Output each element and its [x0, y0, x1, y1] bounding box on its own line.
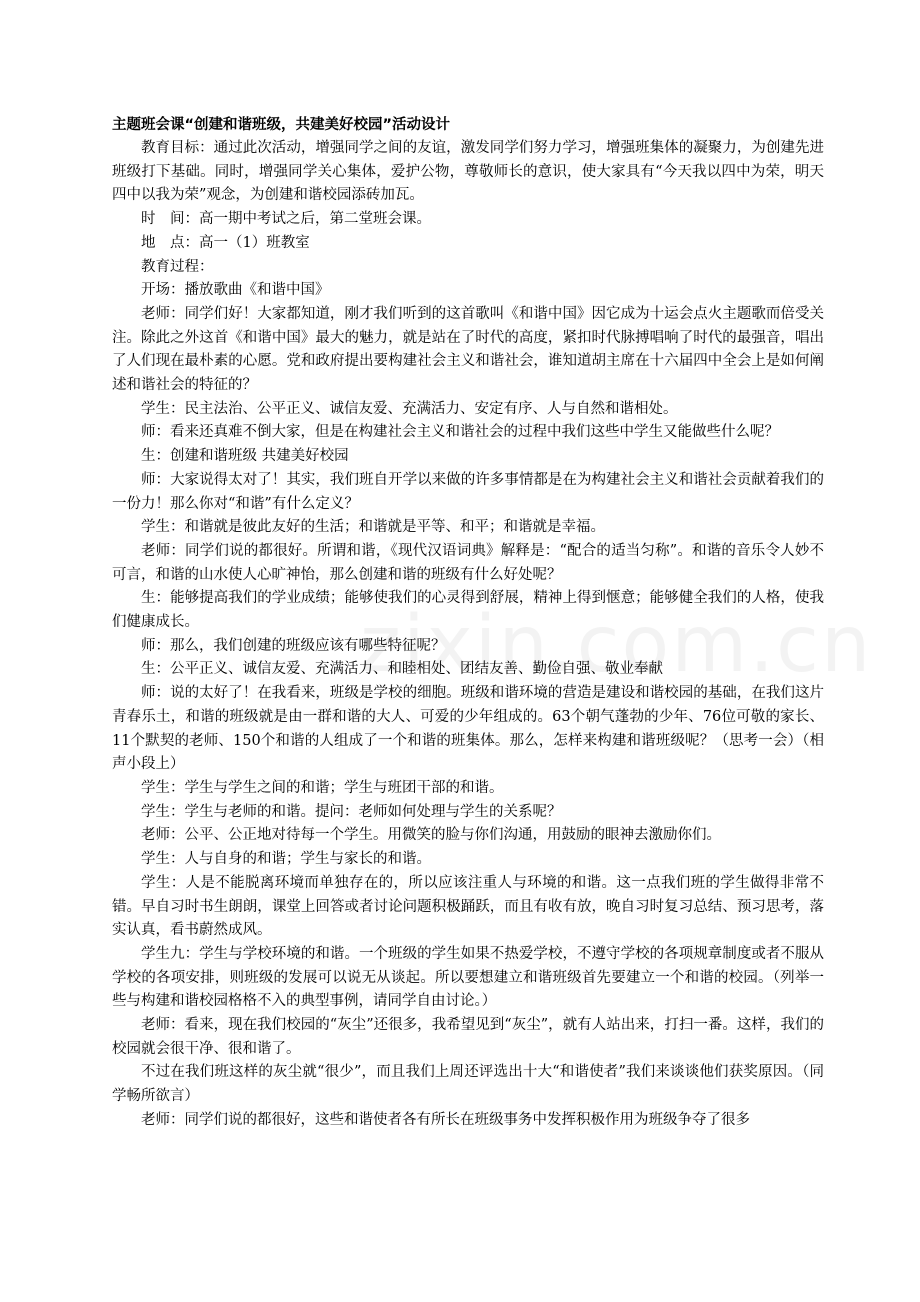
paragraph: 地 点：高一（1）班教室	[141, 234, 310, 251]
paragraph: 学生九：学生与学校环境的和谐。一个班级的学生如果不热爱学校，不遵守学校的各项规章制度或者不服从学校的各项安排，则班级的发展可以说无从谈起。所以要想建立和谐班级首先要建立一个和谐的校园。（列举一些与构建和谐校园格格不入的典型事例，请同学自由讨论。）	[112, 945, 824, 1010]
document-body	[112, 137, 824, 1133]
paragraph: 老师：同学们好！大家都知道，刚才我们听到的这首歌叫《和谐中国》因它成为十运会点火主题歌而倍受关注。除此之外这首《和谐中国》最大的魅力，就是站在了时代的高度，紧扣时代脉搏唱响了时代的最强音，唱出了人们现在最朴素的心愿。党和政府提出要构建社会主义和谐社会，谁知道胡主席在十六届四中全会上是如何阐述和谐社会的特征的？	[112, 305, 824, 394]
paragraph: 学生：人与自身的和谐；学生与家长的和谐。	[141, 851, 431, 868]
paragraph: 学生：学生与学生之间的和谐；学生与班团干部的和谐。	[141, 779, 504, 796]
paragraph: 学生：和谐就是彼此友好的生活；和谐就是平等、和平；和谐就是幸福。	[141, 519, 605, 536]
paragraph: 老师：公平、公正地对待每一个学生。用微笑的脸与你们沟通，用鼓励的眼神去激励你们。	[141, 827, 721, 844]
paragraph: 师：看来还真难不倒大家，但是在构建社会主义和谐社会的过程中我们这些中学生又能做些什么呢？	[141, 424, 779, 441]
paragraph: 时 间：高一期中考试之后，第二堂班会课。	[141, 211, 431, 228]
paragraph: 教育过程：	[141, 258, 214, 275]
paragraph: 生：公平正义、诚信友爱、充满活力、和睦相处、团结友善、勤俭自强、敬业奉献	[141, 661, 663, 678]
paragraph: 师：大家说得太对了！其实，我们班自开学以来做的许多事情都是在为构建社会主义和谐社会贡献着我们的一份力！那么你对“和谐”有什么定义？	[112, 471, 824, 512]
paragraph: 老师：同学们说的都很好，这些和谐使者各有所长在班级事务中发挥积极作用为班级争夺了很多	[141, 1111, 750, 1128]
paragraph: 学生：人是不能脱离环境而单独存在的，所以应该注重人与环境的和谐。这一点我们班的学生做得非常不错。早自习时书生朗朗，课堂上回答或者讨论问题积极踊跃，而且有收有放，晚自习时复习总结、预习思考，落实认真，看书蔚然成风。	[112, 874, 824, 939]
document-title: 主题班会课“创建和谐班级，共建美好校园”活动设计	[112, 117, 451, 133]
paragraph: 生：能够提高我们的学业成绩；能够使我们的心灵得到舒展，精神上得到惬意；能够健全我们的人格，使我们健康成长。	[112, 590, 824, 631]
paragraph: 老师：同学们说的都很好。所谓和谐，《现代汉语词典》解释是：“配合的适当匀称”。和谐的音乐令人妙不可言，和谐的山水使人心旷神怡，那么创建和谐的班级有什么好处呢？	[112, 542, 824, 583]
paragraph: 老师：看来，现在我们校园的“灰尘”还很多，我希望见到“灰尘”，就有人站出来，打扫一番。这样，我们的校园就会很干净、很和谐了。	[112, 1017, 824, 1057]
paragraph: 教育目标：通过此次活动，增强同学之间的友谊，激发同学们努力学习，增强班集体的凝聚力，为创建先进班级打下基础。同时，增强同学关心集体，爱护公物，尊敬师长的意识，使大家具有“今天我以四中为荣，明天四中以我为荣”观念，为创建和谐校园添砖加瓦。	[112, 140, 824, 204]
paragraph: 开场：播放歌曲《和谐中国》	[141, 282, 330, 299]
paragraph: 师：那么，我们创建的班级应该有哪些特征呢？	[141, 637, 446, 654]
paragraph: 师：说的太好了！在我看来，班级是学校的细胞。班级和谐环境的营造是建设和谐校园的基础，在我们这片青春乐土，和谐的班级就是由一群和谐的大人、可爱的少年组成的。63个朝气蓬勃的少年、76位可敬的家长、11个默契的老师、150个和谐的人组成了一个和谐的班集体。那么，怎样来构建和谐班级呢？（思考一会）（相声小段上）	[112, 685, 824, 773]
paragraph: 学生：民主法治、公平正义、诚信友爱、充满活力、安定有序、人与自然和谐相处。	[141, 400, 678, 417]
paragraph: 不过在我们班这样的灰尘就“很少”，而且我们上周还评选出十大“和谐使者”我们来谈谈他们获奖原因。（同学畅所欲言）	[112, 1064, 824, 1105]
paragraph: 学生：学生与老师的和谐。提问：老师如何处理与学生的关系呢？	[141, 803, 562, 820]
paragraph: 生：创建和谐班级 共建美好校园	[141, 448, 349, 465]
document-page	[112, 114, 824, 1133]
